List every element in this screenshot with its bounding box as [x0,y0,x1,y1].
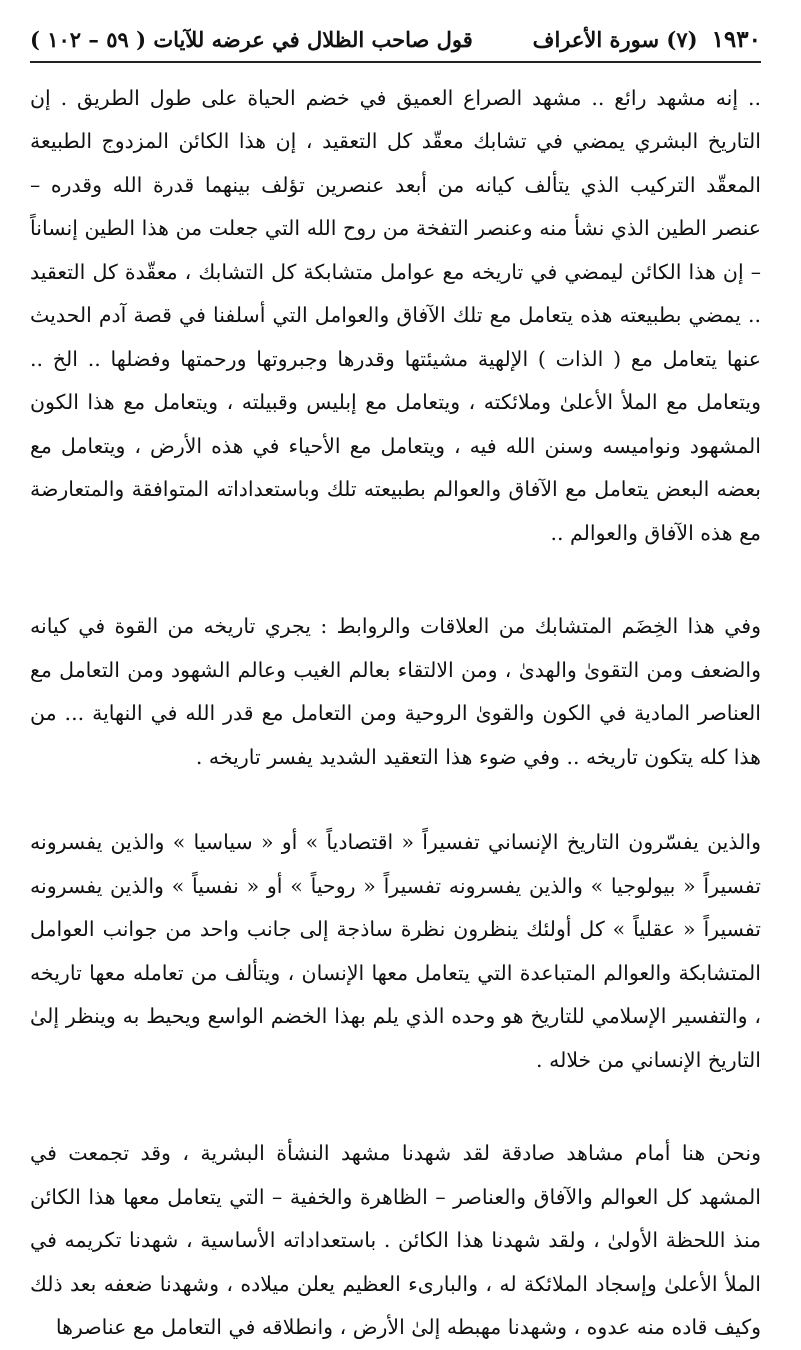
page-header [30,26,761,63]
page-body [30,77,761,1350]
running-title: قول صاحب الظلال في عرضه للآيات ( ٥٩ – ١٠٢ ) [30,27,473,52]
paragraph-4: ونحن هنا أمام مشاهد صادقة لقد شهدنا مشهد النشأة البشرية ، وقد تجمعت في المشهد كل العوالم والآفاق والعناصر – الظاهرة والخفية – التي يتعامل معها هذا الكائن منذ اللحظة الأولىٰ ، ولقد شهدنا هذا الكائن . باستعداداته الأساسية ، شهدنا تكريمه في الملأ الأعلىٰ وإسجاد الملائكة له ، والبارىء العظيم يعلن ميلاده ، وشهدنا ضعفه بعد ذلك وكيف قاده منه عدوه ، وشهدنا مهبطه إلىٰ الأرض ، وانطلاقه في التعامل مع عناصرها [30,1141,761,1340]
page-number: ١٩٣٠ [711,26,761,53]
chapter-title: (٧) سورة الأعراف [532,27,698,52]
paragraph-2: وفي هذا الخِضَم المتشابك من العلاقات والروابط : يجري تاريخه من القوة في كيانه والضعف ومن التقوىٰ والهدىٰ ، ومن الالتقاء بعالم الغيب وعالم الشهود ومن التعامل مع العناصر المادية في الكون والقوىٰ الروحية ومن التعامل مع قدر الله في النهاية ... من هذا كله يتكون تاريخه .. وفي ضوء هذا التعقيد الشديد يفسر تاريخه . [30,614,761,769]
paragraph-1: .. إنه مشهد رائع .. مشهد الصراع العميق في خضم الحياة على طول الطريق . إن التاريخ البشري يمضي في تشابك معقّد كل التعقيد ، إن هذا الكائن المزدوج الطبيعة المعقّد التركيب الذي يتألف كيانه من أبعد عنصرين تؤلف بينهما قدرة الله وقدره – عنصر الطين الذي نشأ منه وعنصر التفخة من روح الله التي جعلت من هذا الطين إنساناً – إن هذا الكائن ليمضي في تاريخه مع عوامل متشابكة كل التشابك ، معقّدة كل التعقيد .. يمضي بطبيعته هذه يتعامل مع تلك الآفاق والعوامل التي أسلفنا في قصة آدم الحديث عنها يتعامل مع ( الذات ) الإلهية مشيئتها وقدرها وجبروتها ورحمتها وفضلها .. الخ .. ويتعامل مع الملأ الأعلىٰ وملائكته ، ويتعامل مع إبليس وقبيلته ، ويتعامل مع هذا الكون المشهود ونواميسه وسنن الله فيه ، ويتعامل مع الأحياء في هذه الأرض ، ويتعامل مع بعضه البعض يتعامل مع الآفاق والعوالم بطبيعته تلك وباستعداداته المتوافقة والمتعارضة مع هذه الآفاق والعوالم .. [30,85,761,545]
paragraph-gap [30,555,761,605]
paragraph-gap [30,1082,761,1132]
paragraph-gap [30,779,761,821]
header-right-group [533,26,761,55]
paragraph-3: والذين يفسّرون التاريخ الإنساني تفسيراً « اقتصادياً » أو « سياسيا » والذين يفسرونه تفسيراً « بيولوجيا » والذين يفسرونه تفسيراً « روحياً » أو « نفسياً » والذين يفسرونه تفسيراً « عقلياً » كل أولئك ينظرون نظرة ساذجة إلى جانب واحد من جوانب العوامل المتشابكة والعوالم المتباعدة التي يتعامل معها الإنسان ، ويتألف من تعامله معها تاريخه ، والتفسير الإسلامي للتاريخ هو وحده الذي يلم بهذا الخضم الواسع ويحيط به وينظر إلىٰ التاريخ الإنساني من خلاله . [30,830,761,1072]
